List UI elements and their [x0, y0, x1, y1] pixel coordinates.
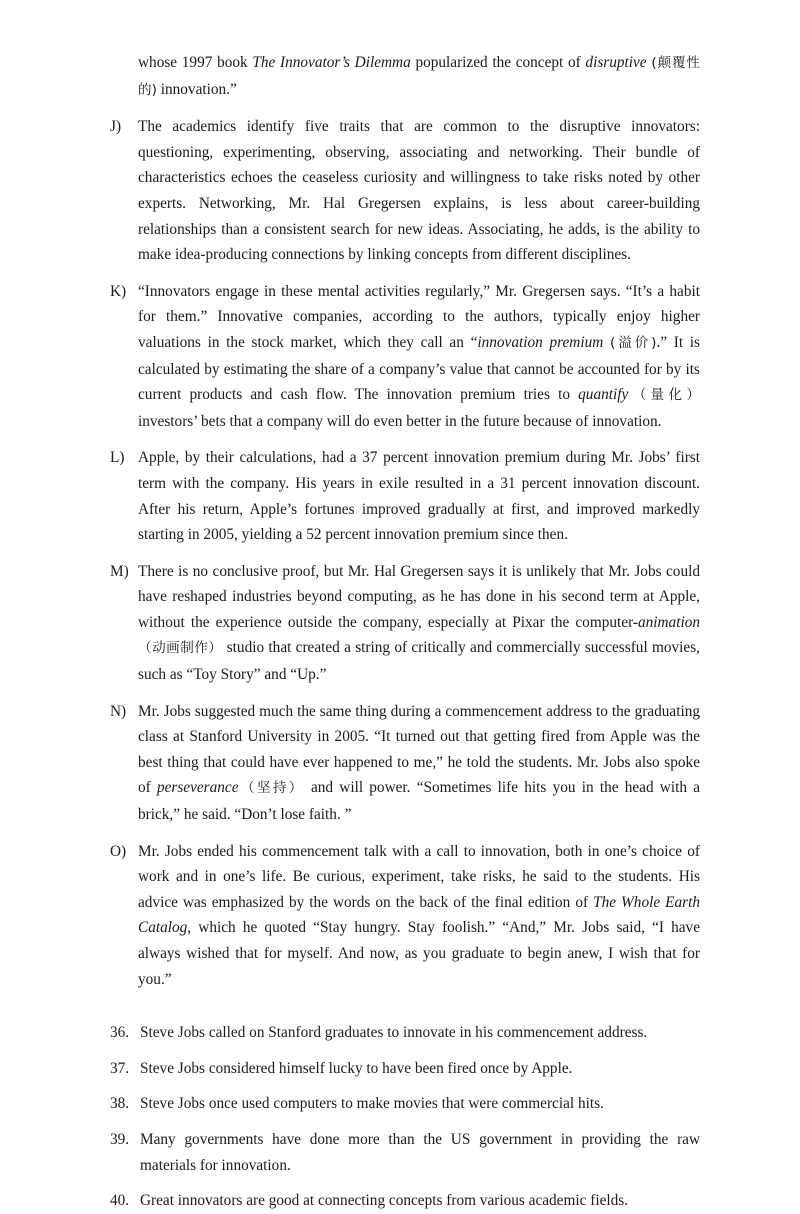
- paragraph-k-segment-2: .” It is calculated by estimating the share of a company’s value that cannot be accounted for by its current products and cash flow. The innovation premium tries to: [138, 333, 700, 404]
- paragraph-label-n: N): [110, 702, 127, 720]
- chinese-gloss-animation: （动画制作）: [138, 640, 223, 657]
- statement-number-39: 39.: [110, 1130, 130, 1148]
- statement-text-40: Great innovators are good at connecting concepts from various academic fields.: [140, 1192, 629, 1210]
- paragraph-continuation: [138, 50, 700, 103]
- paragraph-j: [110, 114, 700, 268]
- paragraph-m-segment-1: There is no conclusive proof, but Mr. Hal Gregersen says it is unlikely that Mr. Jobs could have reshaped industries beyond computing, as he has done in his second term at Apple, without the experience outside the company, especially at Pixar the computer-: [138, 562, 700, 631]
- statement-number-38: 38.: [110, 1095, 130, 1113]
- paragraph-m-segment-2: studio that created a string of critically and commercially successful movies, such as “Toy Story” and “Up.”: [138, 639, 701, 684]
- paragraph-o: [110, 839, 700, 993]
- chinese-gloss-quantify: （量化）: [628, 387, 700, 404]
- continuation-text-middle: popularized the concept of: [410, 54, 586, 71]
- statement-text-37: Steve Jobs considered himself lucky to have been fired once by Apple.: [140, 1059, 573, 1077]
- paragraph-body-k: [138, 279, 700, 435]
- paragraph-o-segment-1: Mr. Jobs ended his commencement talk with a call to innovation, both in one’s choice of work and in one’s life. Be curious, experiment, take risks, he said to the students. His advice was emphasized by the words on the back of the final edition of: [138, 842, 700, 911]
- statement-text-39: Many governments have done more than the US government in providing the raw materials for innovation.: [140, 1130, 700, 1174]
- paragraph-k-segment-1: “Innovators engage in these mental activities regularly,” Mr. Gregersen says. “It’s a habit for them.” Innovative companies, according to the authors, typically enjoy higher valuations in the stock market, which they call an “: [138, 282, 700, 351]
- statement-text-38: Steve Jobs once used computers to make movies that were commercial hits.: [140, 1095, 604, 1113]
- paragraph-body-j: The academics identify five traits that are common to the disruptive innovators: questioning, experimenting, observing, associating and networking. Their bundle of characteristics echoes the ceaseless curiosity and willingness to take risks noted by other experts. Networking, Mr. Hal Gregersen explains, is less about career-building relationships than a consistent search for new ideas. Associating, he adds, is the ability to make idea-producing connections by linking concepts from different disciplines.: [138, 118, 700, 264]
- page-content: [110, 50, 700, 1214]
- italic-term-quantify: quantify: [578, 386, 629, 404]
- statement-item-37: [110, 1056, 700, 1082]
- continuation-text-before: whose 1997 book: [138, 54, 253, 71]
- continuation-text-after: innovation.”: [156, 80, 237, 98]
- paragraph-k-segment-3: investors’ bets that a company will do even better in the future because of innovation.: [138, 412, 662, 430]
- book-title-innovators-dilemma: The Innovator’s Dilemma: [252, 54, 411, 71]
- paragraph-label-l: L): [110, 449, 125, 467]
- paragraph-body-m: [138, 559, 700, 688]
- paragraph-body-n: [138, 699, 700, 828]
- italic-term-disruptive: disruptive: [585, 54, 647, 71]
- paragraph-n-segment-1: Mr. Jobs suggested much the same thing during a commencement address to the graduating class at Stanford University in 2005. “It turned out that getting fired from Apple was the best thing that could have ever happened to me,” he told the students. Mr. Jobs also spoke of: [138, 702, 700, 797]
- chinese-gloss-perseverance: （坚持）: [238, 780, 305, 797]
- statement-item-40: [110, 1188, 700, 1214]
- paragraph-body-o: [138, 839, 700, 993]
- paragraph-label-m: M): [110, 562, 129, 580]
- italic-term-innovation-premium: innovation premium: [477, 333, 604, 351]
- statement-number-37: 37.: [110, 1059, 130, 1077]
- statement-number-36: 36.: [110, 1024, 130, 1042]
- italic-term-perseverance: perseverance: [156, 779, 239, 797]
- italic-term-animation: animation: [637, 613, 700, 631]
- paragraph-label-o: O): [110, 842, 127, 860]
- statement-item-38: [110, 1091, 700, 1117]
- paragraph-k: [110, 279, 700, 435]
- paragraph-m: [110, 559, 700, 688]
- paragraph-n: [110, 699, 700, 828]
- paragraph-n-segment-2: and will power. “Sometimes life hits you in the head with a brick,” he said. “Don’t lose faith. ”: [138, 779, 700, 824]
- paragraph-label-j: J): [110, 118, 122, 136]
- statement-item-36: [110, 1020, 700, 1046]
- statement-item-39: [110, 1127, 700, 1178]
- chinese-gloss-disruptive: (颠覆性的): [138, 55, 701, 98]
- statement-number-40: 40.: [110, 1192, 130, 1210]
- paragraph-label-k: K): [110, 282, 127, 300]
- paragraph-body-l: Apple, by their calculations, had a 37 percent innovation premium during Mr. Jobs’ first term with the company. His years in exile resulted in a 31 percent innovation discount. After his return, Apple’s fortunes improved gradually at first, and improved markedly starting in 2005, yielding a 52 percent innovation premium since then.: [138, 449, 700, 544]
- paragraph-l: [110, 445, 700, 547]
- book-title-whole-earth-catalog: The Whole Earth Catalog: [138, 893, 700, 937]
- paragraph-o-segment-2: , which he quoted “Stay hungry. Stay foolish.” “And,” Mr. Jobs said, “I have always wished that for myself. And now, as you graduate to begin anew, I wish that for you.”: [138, 919, 700, 988]
- chinese-gloss-innovation-premium: (溢价): [610, 334, 657, 351]
- statement-text-36: Steve Jobs called on Stanford graduates to innovate in his commencement address.: [140, 1024, 648, 1042]
- statement-list: [110, 1020, 700, 1214]
